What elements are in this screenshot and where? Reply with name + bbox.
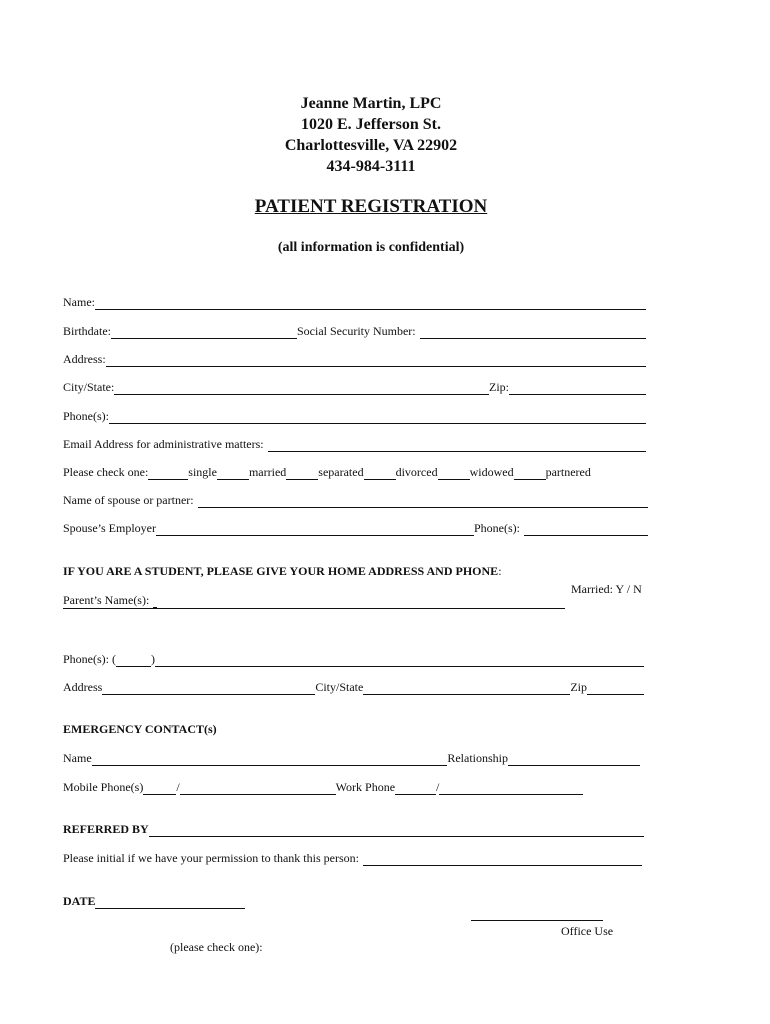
spouse-employer-field[interactable] [156, 523, 474, 536]
date-row [63, 893, 245, 909]
work-area-field[interactable] [395, 782, 436, 795]
please-check-one: (please check one): [170, 940, 263, 954]
separated-checkbox[interactable] [286, 467, 318, 480]
address-field[interactable] [106, 354, 646, 367]
spouse-employer-label: Spouse’s Employer [63, 521, 156, 535]
partnered-checkbox[interactable] [514, 467, 546, 480]
email-field[interactable] [268, 439, 646, 452]
mobile-slash: / [176, 780, 180, 794]
practice-city: Charlottesville, VA 22902 [284, 137, 458, 154]
referred-label: REFERRED BY [63, 822, 149, 836]
office-use-line[interactable] [471, 908, 603, 921]
birthdate-label: Birthdate: [63, 324, 111, 338]
city-state-field[interactable] [114, 382, 489, 395]
zip-label: Zip: [489, 380, 509, 394]
separated-label: separated [318, 465, 364, 479]
form-subtitle: (all information is confidential) [277, 240, 465, 255]
divorced-label: divorced [395, 465, 438, 479]
initial-label: Please initial if we have your permission to thank this person: [63, 851, 359, 865]
zip-field[interactable] [509, 382, 646, 395]
spouse-name-field[interactable] [198, 495, 648, 508]
student-phone-close: ) [151, 652, 155, 666]
divorced-checkbox[interactable] [364, 467, 396, 480]
parents-field[interactable] [63, 608, 565, 609]
emergency-name-field[interactable] [92, 753, 448, 766]
ssn-label: Social Security Number: [297, 324, 416, 338]
student-phone-field[interactable] [155, 654, 644, 667]
phones-label: Phone(s): [63, 409, 109, 423]
referred-field[interactable] [149, 824, 644, 837]
student-city-label: City/State [315, 680, 364, 694]
spouse-employer-row [63, 520, 648, 536]
office-use-label: Office Use [561, 924, 614, 938]
student-address-label: Address [63, 680, 103, 694]
spouse-name-row [63, 492, 648, 508]
name-label: Name: [63, 295, 95, 309]
relationship-field[interactable] [508, 753, 640, 766]
practitioner-name: Jeanne Martin, LPC [300, 95, 442, 112]
student-heading [63, 564, 502, 579]
name-field[interactable] [95, 297, 646, 310]
practice-phone: 434-984-3111 [326, 158, 416, 175]
student-zip-field[interactable] [587, 682, 644, 695]
parents-field-end[interactable] [153, 595, 157, 608]
name-row [63, 294, 646, 310]
birthdate-field[interactable] [111, 326, 297, 339]
date-label: DATE [63, 894, 96, 908]
initial-row [63, 850, 642, 866]
student-zip-label: Zip [570, 680, 587, 694]
ssn-field[interactable] [420, 326, 646, 339]
mobile-number-field[interactable] [180, 782, 336, 795]
partnered-label: partnered [545, 465, 591, 479]
relationship-label: Relationship [447, 751, 508, 765]
address-row [63, 351, 646, 367]
mobile-area-field[interactable] [143, 782, 176, 795]
city-state-row [63, 379, 646, 395]
work-phone-label: Work Phone [335, 780, 396, 794]
form-title: PATIENT REGISTRATION [254, 196, 488, 217]
initial-field[interactable] [363, 853, 642, 866]
phones-row [63, 408, 646, 424]
parents-label: Parent’s Name(s): [63, 593, 150, 607]
widowed-label: widowed [469, 465, 514, 479]
mobile-label: Mobile Phone(s) [63, 780, 144, 794]
work-slash: / [436, 780, 440, 794]
widowed-checkbox[interactable] [438, 467, 470, 480]
emergency-name-row [63, 750, 640, 766]
area-code-field[interactable] [116, 654, 151, 667]
spouse-name-label: Name of spouse or partner: [63, 493, 194, 507]
phones-field[interactable] [109, 411, 646, 424]
birthdate-row [63, 323, 646, 339]
married-yn: Married: Y / N [571, 582, 642, 596]
single-checkbox[interactable] [148, 467, 188, 480]
email-label: Email Address for administrative matters: [63, 437, 264, 451]
check-one-label: Please check one: [63, 465, 149, 479]
address-label: Address: [63, 352, 106, 366]
married-checkbox[interactable] [217, 467, 249, 480]
student-heading-text: IF YOU ARE A STUDENT, PLEASE GIVE YOUR HOME ADDRESS AND PHONE [63, 564, 499, 578]
student-address-row [63, 679, 644, 695]
student-phone-row [63, 651, 644, 667]
student-heading-colon: : [498, 564, 502, 578]
spouse-phone-label: Phone(s): [474, 521, 520, 535]
student-city-field[interactable] [363, 682, 570, 695]
student-phone-prefix: Phone(s): ( [63, 652, 116, 666]
spouse-phone-field[interactable] [524, 523, 648, 536]
date-field[interactable] [95, 896, 245, 909]
emergency-name-label: Name [63, 751, 92, 765]
emergency-phone-row [63, 779, 583, 795]
city-state-label: City/State: [63, 380, 115, 394]
marital-status-row [63, 464, 591, 480]
parents-row [63, 592, 157, 608]
practice-street: 1020 E. Jefferson St. [301, 116, 441, 133]
single-label: single [188, 465, 217, 479]
married-label: married [248, 465, 287, 479]
email-row [63, 436, 646, 452]
work-number-field[interactable] [439, 782, 583, 795]
referred-row [63, 821, 644, 837]
student-address-field[interactable] [102, 682, 315, 695]
emergency-heading: EMERGENCY CONTACT(s) [63, 722, 217, 736]
